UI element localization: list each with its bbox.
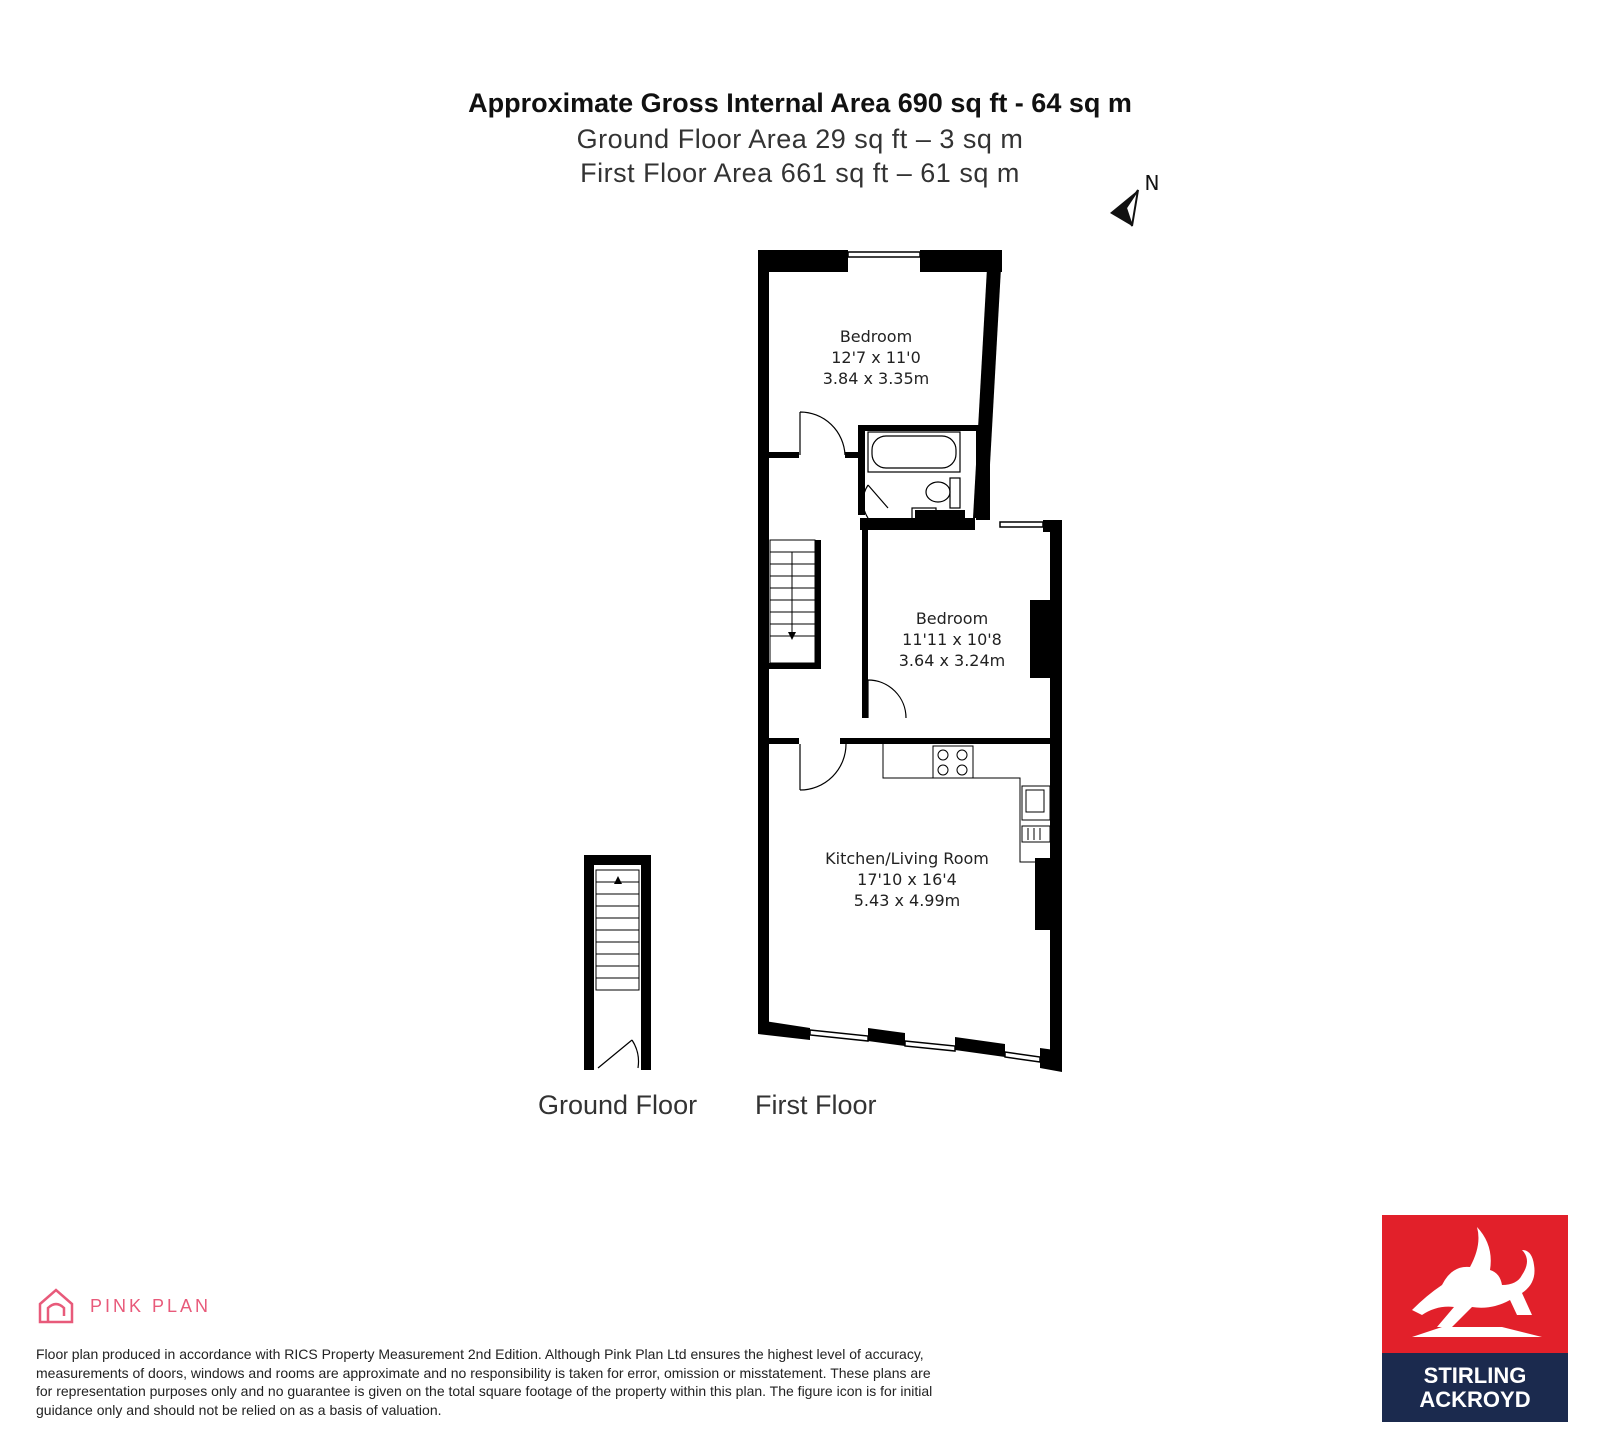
- pink-plan-logo: [36, 1286, 211, 1326]
- agent-name-line2: ACKROYD: [1419, 1387, 1531, 1412]
- stirling-ackroyd-logo: [1382, 1215, 1568, 1422]
- area-title: Approximate Gross Internal Area 690 sq ft - 64 sq m: [468, 88, 1132, 118]
- svg-text:11'11 x 10'8: 11'11 x 10'8: [902, 630, 1002, 649]
- griffin-emblem: [1382, 1215, 1568, 1353]
- svg-text:3.84 x 3.35m: 3.84 x 3.35m: [822, 369, 930, 388]
- svg-text:12'7 x 11'0: 12'7 x 11'0: [831, 348, 921, 367]
- agent-name-line1: STIRLING: [1423, 1363, 1527, 1388]
- agent-name-block: [1382, 1353, 1568, 1422]
- ground-floor-area: Ground Floor Area 29 sq ft – 3 sq m: [576, 124, 1024, 154]
- svg-text:Bedroom: Bedroom: [915, 609, 989, 628]
- compass-label: N: [1144, 171, 1160, 195]
- pink-plan-text: PINK PLAN: [90, 1295, 212, 1316]
- griffin-icon: [1382, 1215, 1568, 1353]
- room-label-bedroom-2: [899, 609, 1005, 670]
- room-label-bedroom-1: [823, 327, 929, 388]
- first-floor-label: First Floor: [755, 1090, 877, 1120]
- ground-floor-plan: [584, 855, 651, 1070]
- svg-text:3.64 x 3.24m: 3.64 x 3.24m: [898, 651, 1006, 670]
- svg-text:17'10 x 16'4: 17'10 x 16'4: [857, 870, 957, 889]
- disclaimer-text: Floor plan produced in accordance with RICS Property Measurement 2nd Edition. Although Pink Plan Ltd ensures the highest level of accuracy, measurements of doors, windows and rooms are approximate and no responsibility is taken for error, omission or misstatement. These plans are for representation purposes only and no guarantee is given on the total square footage of the property within this plan. The figure icon is for initial guidance only and should not be relied on as a basis of valuation.: [36, 1346, 933, 1418]
- svg-text:Kitchen/Living Room: Kitchen/Living Room: [825, 849, 989, 868]
- pink-plan-house-icon: [36, 1286, 76, 1326]
- svg-text:5.43 x 4.99m: 5.43 x 4.99m: [853, 891, 961, 910]
- svg-text:Bedroom: Bedroom: [839, 327, 913, 346]
- first-floor-area: First Floor Area 661 sq ft – 61 sq m: [580, 158, 1020, 188]
- room-label-kitchen-living: [825, 849, 989, 910]
- ground-floor-label: Ground Floor: [538, 1090, 698, 1120]
